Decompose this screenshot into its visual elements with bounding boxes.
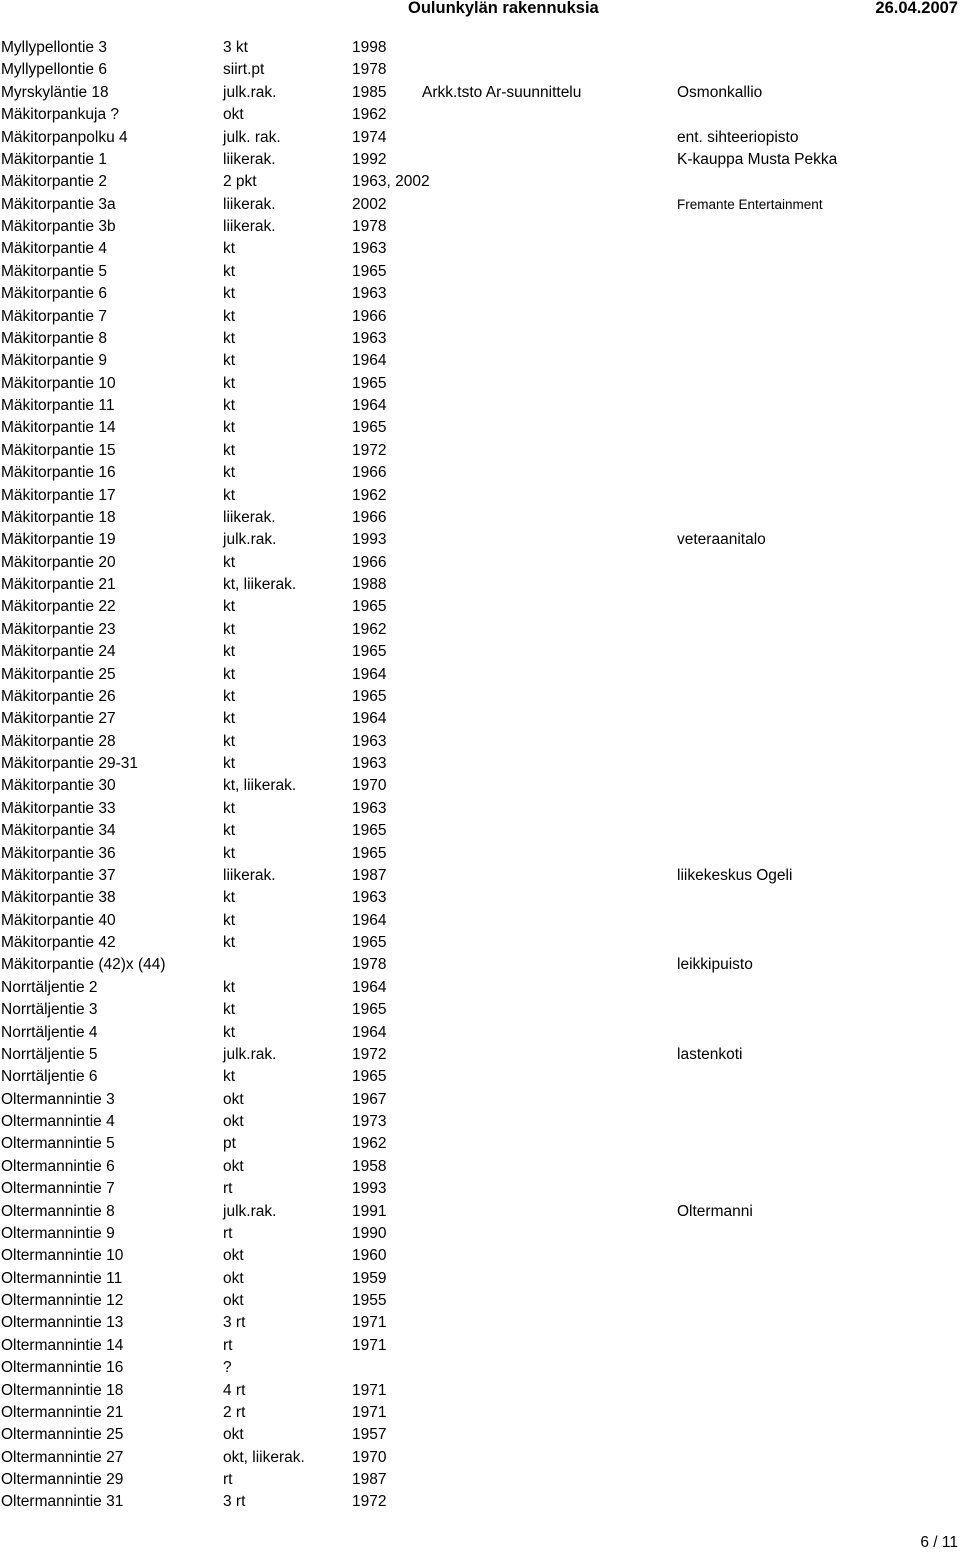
building-year: 1971 (352, 1403, 387, 1421)
table-row (0, 1402, 960, 1424)
building-year: 1978 (352, 218, 387, 235)
building-year: 1964 (352, 665, 387, 683)
building-address: Oltermannintie 25 (1, 1426, 124, 1444)
table-row (0, 932, 960, 954)
building-address: Mäkitorpantie 36 (1, 844, 116, 862)
building-year: 1966 (352, 464, 387, 482)
building-year: 1965 (352, 598, 387, 616)
table-row (0, 440, 960, 462)
building-type: rt (223, 1224, 233, 1242)
building-year: 1972 (352, 441, 387, 459)
building-year: 1965 (352, 419, 387, 437)
building-address: Mäkitorpantie 25 (1, 665, 116, 683)
building-type: kt (223, 374, 236, 392)
table-row (0, 529, 960, 551)
table-row (0, 552, 960, 574)
building-type: okt (223, 1269, 244, 1287)
building-type: kt (223, 262, 236, 280)
building-year: 1964 (352, 911, 387, 929)
building-address: Mäkitorpantie (42)x (44) (1, 956, 166, 974)
building-type: siirt.pt (223, 61, 265, 79)
building-type: kt (223, 822, 236, 840)
building-year: 1964 (352, 397, 387, 414)
table-row (0, 216, 960, 238)
building-address: Mäkitorpantie 23 (1, 620, 116, 638)
building-type: julk.rak. (223, 1045, 277, 1063)
building-type: kt (223, 934, 236, 951)
building-type: kt (223, 307, 236, 325)
building-address: Norrtäljentie 5 (1, 1045, 98, 1063)
building-address: Oltermannintie 4 (1, 1113, 115, 1130)
building-type: kt (223, 732, 236, 750)
building-type: kt (223, 397, 236, 414)
table-row (0, 596, 960, 618)
building-year: 1978 (352, 61, 387, 79)
building-year: 1965 (352, 262, 387, 280)
building-year: 1964 (352, 1023, 387, 1041)
table-row (0, 1223, 960, 1245)
building-type: okt (223, 1426, 244, 1444)
building-year: 1962 (352, 106, 387, 124)
table-row (0, 1380, 960, 1402)
building-type: okt (223, 106, 244, 124)
building-type: julk. rak. (223, 128, 281, 146)
building-year: 1974 (352, 128, 387, 146)
building-type: 3 rt (223, 1493, 246, 1511)
table-row (0, 328, 960, 350)
building-year: 1963 (352, 240, 387, 258)
table-row (0, 1469, 960, 1491)
table-row (0, 417, 960, 439)
building-note: ent. sihteeriopisto (677, 128, 799, 146)
building-address: Mäkitorpantie 34 (1, 822, 116, 840)
table-row (0, 1424, 960, 1446)
building-type: kt (223, 643, 236, 661)
building-address: Mäkitorpantie 1 (1, 150, 107, 168)
building-address: Oltermannintie 6 (1, 1157, 115, 1175)
table-row (0, 999, 960, 1021)
table-row (0, 843, 960, 865)
table-row (0, 306, 960, 328)
table-row (0, 373, 960, 395)
building-address: Mäkitorpantie 16 (1, 464, 116, 482)
building-year: 1965 (352, 822, 387, 840)
building-address: Mäkitorpantie 14 (1, 419, 116, 437)
building-note: Osmonkallio (677, 83, 763, 101)
building-year: 1965 (352, 844, 387, 862)
building-year: 1973 (352, 1113, 387, 1130)
building-type: 2 rt (223, 1403, 246, 1421)
building-year: 1987 (352, 866, 387, 884)
table-row (0, 664, 960, 686)
building-address: Mäkitorpantie 17 (1, 486, 116, 504)
building-type: okt (223, 1157, 244, 1175)
building-year: 1964 (352, 710, 387, 728)
building-address: Mäkitorpantie 38 (1, 889, 116, 907)
building-type: kt, liikerak. (223, 576, 297, 593)
table-row (0, 1268, 960, 1290)
building-year: 1990 (352, 1224, 387, 1242)
building-year: 1971 (352, 1336, 387, 1354)
building-address: Mäkitorpantie 29-31 (1, 755, 138, 772)
building-address: Mäkitorpantie 33 (1, 799, 116, 817)
building-note: lastenkoti (677, 1045, 743, 1063)
building-address: Mäkitorpantie 11 (1, 397, 115, 414)
building-address: Mäkitorpantie 27 (1, 710, 116, 728)
building-year: 1965 (352, 934, 387, 951)
building-address: Oltermannintie 9 (1, 1224, 115, 1242)
building-type: okt (223, 1113, 244, 1130)
building-address: Oltermannintie 12 (1, 1292, 124, 1309)
building-year: 1963 (352, 732, 387, 750)
building-year: 1998 (352, 39, 387, 56)
building-year: 1965 (352, 643, 387, 661)
building-year: 1972 (352, 1045, 387, 1063)
table-row (0, 1357, 960, 1379)
table-row (0, 59, 960, 81)
building-address: Oltermannintie 31 (1, 1493, 124, 1511)
building-year: 1987 (352, 1471, 387, 1488)
building-type: julk.rak. (223, 83, 277, 101)
table-row (0, 507, 960, 529)
building-year: 1958 (352, 1157, 387, 1175)
table-row (0, 731, 960, 753)
building-year: 1959 (352, 1269, 387, 1287)
building-year: 1963 (352, 889, 387, 907)
building-year: 1971 (352, 1314, 387, 1332)
building-address: Mäkitorpantie 2 (1, 173, 107, 191)
table-row (0, 283, 960, 305)
building-year: 1966 (352, 553, 387, 571)
building-address: Oltermannintie 11 (1, 1269, 123, 1287)
building-year: 1967 (352, 1090, 387, 1108)
building-type: kt (223, 486, 236, 504)
table-row (0, 977, 960, 999)
table-row (0, 462, 960, 484)
building-address: Mäkitorpantie 3b (1, 218, 116, 235)
building-type: kt (223, 1068, 236, 1086)
table-row (0, 1201, 960, 1223)
building-type: julk.rak. (223, 531, 277, 549)
building-year: 1964 (352, 352, 387, 370)
building-address: Mäkitorpantie 10 (1, 374, 116, 392)
building-type: kt (223, 1001, 236, 1019)
building-type: okt (223, 1292, 244, 1309)
building-type: liikerak. (223, 150, 276, 168)
table-row (0, 619, 960, 641)
table-row (0, 954, 960, 976)
building-address: Mäkitorpantie 21 (1, 576, 116, 593)
table-row (0, 1290, 960, 1312)
building-address: Oltermannintie 18 (1, 1381, 124, 1399)
table-row (0, 1089, 960, 1111)
table-row (0, 887, 960, 909)
building-year: 1963 (352, 755, 387, 772)
building-type: kt (223, 598, 236, 616)
building-address: Oltermannintie 10 (1, 1247, 124, 1265)
building-address: Oltermannintie 16 (1, 1359, 124, 1377)
building-note: K-kauppa Musta Pekka (677, 150, 838, 168)
building-type: kt (223, 710, 236, 728)
building-type: 3 rt (223, 1314, 246, 1332)
table-row (0, 1044, 960, 1066)
building-type: kt (223, 329, 236, 347)
building-type: kt (223, 620, 236, 638)
building-address: Mäkitorpankuja ? (1, 106, 120, 124)
building-note: Oltermanni (677, 1202, 753, 1220)
building-year: 1965 (352, 374, 387, 392)
building-type: 2 pkt (223, 173, 257, 191)
building-address: Oltermannintie 29 (1, 1471, 124, 1488)
table-row (0, 1491, 960, 1513)
building-address: Mäkitorpantie 40 (1, 911, 116, 929)
building-type: kt (223, 978, 236, 996)
building-year: 1985 (352, 83, 387, 101)
building-year: 1957 (352, 1426, 387, 1444)
building-year: 2002 (352, 195, 387, 213)
building-year: 1963 (352, 329, 387, 347)
building-year: 1962 (352, 486, 387, 504)
table-row (0, 1312, 960, 1334)
building-type: kt (223, 285, 236, 303)
table-row (0, 149, 960, 171)
building-address: Mäkitorpantie 22 (1, 598, 116, 616)
table-row (0, 127, 960, 149)
building-address: Mäkitorpantie 28 (1, 732, 116, 750)
building-year: 1965 (352, 1068, 387, 1086)
building-year: 1965 (352, 687, 387, 705)
table-row (0, 37, 960, 59)
building-address: Mäkitorpantie 3a (1, 195, 116, 213)
building-architect: Arkk.tsto Ar-suunnittelu (422, 83, 582, 101)
building-year: 1991 (352, 1202, 387, 1220)
building-address: Mäkitorpantie 20 (1, 553, 116, 571)
table-row (0, 82, 960, 104)
table-row (0, 350, 960, 372)
building-type: julk.rak. (223, 1202, 277, 1220)
building-address: Oltermannintie 5 (1, 1135, 115, 1153)
table-row (0, 686, 960, 708)
table-row (0, 910, 960, 932)
document-title: Oulunkylän rakennuksia (408, 0, 599, 17)
building-year: 1955 (352, 1292, 387, 1309)
table-row (0, 708, 960, 730)
building-note: liikekeskus Ogeli (677, 866, 793, 884)
table-row (0, 1245, 960, 1267)
building-address: Oltermannintie 7 (1, 1180, 115, 1198)
building-type: kt (223, 755, 236, 772)
building-type: kt (223, 352, 236, 370)
building-address: Mäkitorpantie 24 (1, 643, 116, 661)
building-type: kt, liikerak. (223, 777, 297, 795)
table-row (0, 1133, 960, 1155)
building-type: kt (223, 889, 236, 907)
building-type: 4 rt (223, 1381, 246, 1399)
building-type: liikerak. (223, 508, 276, 526)
table-row (0, 1335, 960, 1357)
building-type: kt (223, 911, 236, 929)
building-year: 1963 (352, 285, 387, 303)
building-year: 1970 (352, 777, 387, 795)
table-row (0, 1178, 960, 1200)
building-year: 1970 (352, 1448, 387, 1466)
building-address: Mäkitorpantie 18 (1, 508, 116, 526)
building-address: Oltermannintie 14 (1, 1336, 124, 1354)
building-type: kt (223, 441, 236, 459)
building-year: 1963, 2002 (352, 173, 430, 191)
building-address: Mäkitorpantie 9 (1, 352, 107, 370)
building-type: kt (223, 1023, 236, 1041)
building-note: Fremante Entertainment (677, 196, 823, 212)
building-address: Norrtäljentie 3 (1, 1001, 98, 1019)
building-type: rt (223, 1180, 233, 1198)
table-row (0, 238, 960, 260)
building-type: kt (223, 240, 236, 258)
table-row (0, 753, 960, 775)
building-address: Mäkitorpantie 5 (1, 262, 107, 280)
building-type: kt (223, 844, 236, 862)
building-type: liikerak. (223, 195, 276, 213)
building-address: Mäkitorpantie 19 (1, 531, 116, 549)
table-row (0, 641, 960, 663)
building-list (0, 37, 960, 1514)
building-year: 1993 (352, 531, 387, 549)
building-address: Myllypellontie 6 (1, 61, 107, 79)
building-year: 1963 (352, 799, 387, 817)
table-row (0, 798, 960, 820)
building-address: Norrtäljentie 2 (1, 978, 98, 996)
building-address: Myrskyläntie 18 (1, 83, 109, 101)
building-address: Mäkitorpantie 4 (1, 240, 107, 258)
building-address: Mäkitorpantie 30 (1, 777, 116, 795)
table-row (0, 574, 960, 596)
table-row (0, 194, 960, 216)
building-address: Mäkitorpantie 15 (1, 441, 116, 459)
building-year: 1978 (352, 956, 387, 974)
building-type: okt (223, 1090, 244, 1108)
building-type: kt (223, 419, 236, 437)
building-type: 3 kt (223, 39, 248, 56)
table-row (0, 1066, 960, 1088)
building-type: kt (223, 687, 236, 705)
table-row (0, 261, 960, 283)
building-address: Norrtäljentie 6 (1, 1068, 98, 1086)
building-type: okt (223, 1247, 244, 1265)
building-address: Mäkitorpantie 42 (1, 934, 116, 951)
building-address: Mäkitorpantie 37 (1, 866, 116, 884)
document-date: 26.04.2007 (875, 0, 958, 17)
table-row (0, 775, 960, 797)
building-year: 1962 (352, 620, 387, 638)
building-type: ? (223, 1359, 232, 1377)
building-year: 1993 (352, 1180, 387, 1198)
building-address: Oltermannintie 27 (1, 1448, 124, 1466)
building-type: kt (223, 553, 236, 571)
building-address: Mäkitorpanpolku 4 (1, 128, 128, 146)
table-row (0, 1111, 960, 1133)
building-address: Myllypellontie 3 (1, 39, 107, 56)
building-year: 1966 (352, 508, 387, 526)
building-type: kt (223, 464, 236, 482)
building-year: 1988 (352, 576, 387, 593)
building-type: kt (223, 799, 236, 817)
page-number: 6 / 11 (920, 1534, 958, 1551)
building-year: 1962 (352, 1135, 387, 1153)
building-address: Mäkitorpantie 8 (1, 329, 107, 347)
building-year: 1971 (352, 1381, 387, 1399)
table-row (0, 1156, 960, 1178)
table-row (0, 171, 960, 193)
building-year: 1992 (352, 150, 387, 168)
building-type: kt (223, 665, 236, 683)
table-row (0, 865, 960, 887)
building-year: 1965 (352, 1001, 387, 1019)
table-row (0, 395, 960, 417)
building-year: 1964 (352, 978, 387, 996)
building-type: liikerak. (223, 866, 276, 884)
building-type: okt, liikerak. (223, 1448, 305, 1466)
building-type: rt (223, 1471, 233, 1488)
table-row (0, 1447, 960, 1469)
building-year: 1960 (352, 1247, 387, 1265)
building-address: Oltermannintie 3 (1, 1090, 115, 1108)
building-year: 1972 (352, 1493, 387, 1511)
building-type: liikerak. (223, 218, 276, 235)
building-address: Mäkitorpantie 26 (1, 687, 116, 705)
table-row (0, 485, 960, 507)
table-row (0, 104, 960, 126)
table-row (0, 820, 960, 842)
building-note: veteraanitalo (677, 531, 766, 549)
table-row (0, 1022, 960, 1044)
building-type: rt (223, 1336, 233, 1354)
building-address: Mäkitorpantie 6 (1, 285, 107, 303)
building-year: 1966 (352, 307, 387, 325)
building-address: Oltermannintie 8 (1, 1202, 115, 1220)
building-address: Norrtäljentie 4 (1, 1023, 98, 1041)
building-note: leikkipuisto (677, 956, 753, 974)
building-address: Oltermannintie 21 (1, 1403, 124, 1421)
building-address: Oltermannintie 13 (1, 1314, 124, 1332)
building-address: Mäkitorpantie 7 (1, 307, 107, 325)
building-type: pt (223, 1135, 236, 1153)
